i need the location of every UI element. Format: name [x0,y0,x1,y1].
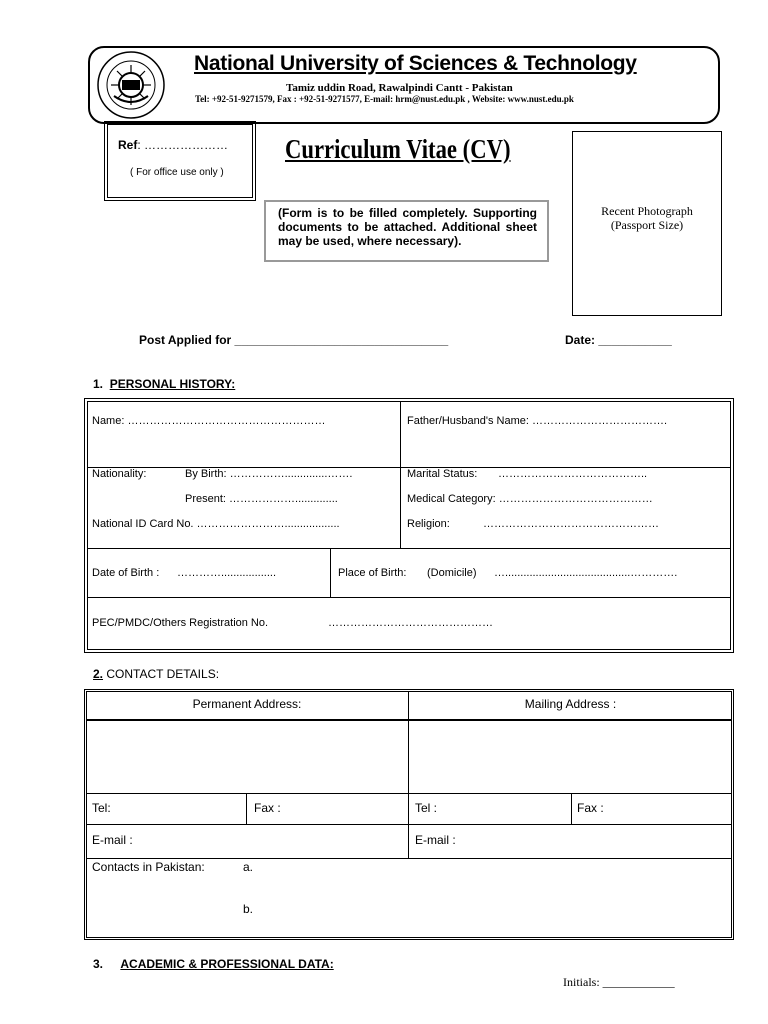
tel-permanent-field[interactable]: Tel: [92,801,111,815]
email-permanent-field[interactable]: E-mail : [92,833,133,847]
nust-seal-icon [96,50,166,120]
domicile-label: (Domicile) [427,567,477,579]
nationality-by-birth-field[interactable]: By Birth: ……………..............……. [185,468,353,480]
section-3-heading [93,957,334,971]
ref-dots: : ………………… [137,138,229,152]
instructions-notice: (Form is to be filled completely. Supporting documents to be attached. Additional sheet may be used, where necessary). [264,200,549,262]
section-1-heading [93,377,235,391]
ref-box-inner [107,124,253,198]
dob-field[interactable]: ………….................. [177,567,277,579]
university-address: Tamiz uddin Road, Rawalpindi Cantt - Pakistan [286,82,513,94]
row-divider [86,858,732,859]
dob-label: Date of Birth : [92,567,160,579]
name-field[interactable]: Name: ……………………………………………… [92,415,326,427]
section-2-number: 2. [93,667,104,681]
registration-field[interactable]: ……………………………………… [328,617,493,629]
col-divider [246,793,247,824]
mailing-address-field[interactable] [410,722,731,792]
page-title: Curriculum Vitae (CV) [285,134,511,164]
row-divider [87,597,731,598]
section-1-number: 1. [93,377,104,391]
post-applied-field[interactable]: Post Applied for ________________________________ [139,333,449,347]
marital-status-label: Marital Status: [407,468,478,480]
email-mailing-field[interactable]: E-mail : [415,833,456,847]
ref-field[interactable] [118,138,228,152]
ref-label: Ref [118,138,138,152]
col-divider [400,401,401,548]
marital-status-field[interactable]: ………………………………….. [498,468,648,480]
row-divider [86,793,732,794]
row-divider [86,824,732,825]
registration-label: PEC/PMDC/Others Registration No. [92,617,269,629]
nationality-present-field[interactable]: Present: ……………….............. [185,493,338,505]
row-divider [86,719,732,721]
university-contact: Tel: +92-51-9271579, Fax : +92-51-9271577, E-mail: hrm@nust.edu.pk , Website: www.nust.edu.pk [195,94,574,104]
permanent-address-field[interactable] [87,722,407,792]
permanent-address-header: Permanent Address: [192,697,302,711]
col-divider [330,548,331,597]
nationality-label: Nationality: [92,468,147,480]
university-name: National University of Sciences & Technology [194,52,637,75]
section-3-title: ACADEMIC & PROFESSIONAL DATA: [120,957,334,971]
medical-category-field[interactable]: Medical Category: …………………………………… [407,493,653,505]
contacts-pakistan-label: Contacts in Pakistan: [92,860,205,874]
date-field[interactable]: Date: ___________ [565,333,672,347]
office-use-note: ( For office use only ) [130,167,224,178]
mailing-address-header: Mailing Address : [524,697,617,711]
col-divider [571,793,572,824]
section-2-title: CONTACT DETAILS: [103,667,220,681]
father-name-field[interactable]: Father/Husband's Name: ………………………………. [407,415,668,427]
fax-mailing-field[interactable]: Fax : [577,801,604,815]
row-divider [87,548,731,549]
contact-b-field[interactable]: b. [243,902,254,916]
place-of-birth-label: Place of Birth: [338,567,407,579]
photo-label: Recent Photograph [601,204,693,218]
initials-field[interactable]: Initials: ____________ [563,975,675,989]
section-2-heading [93,667,219,681]
photo-size-label: (Passport Size) [610,218,684,232]
section-1-title: PERSONAL HISTORY: [109,377,236,391]
tel-mailing-field[interactable]: Tel : [415,801,438,815]
col-divider [408,691,409,858]
domicile-field[interactable]: ….........................................…………. [494,567,678,579]
religion-label: Religion: [407,518,450,530]
religion-field[interactable]: ………………………………………… [483,518,659,530]
national-id-field[interactable]: National ID Card No. …………………….................. [92,518,340,530]
contact-a-field[interactable]: a. [243,860,254,874]
fax-permanent-field[interactable]: Fax : [254,801,281,815]
section-3-number: 3. [93,957,104,971]
